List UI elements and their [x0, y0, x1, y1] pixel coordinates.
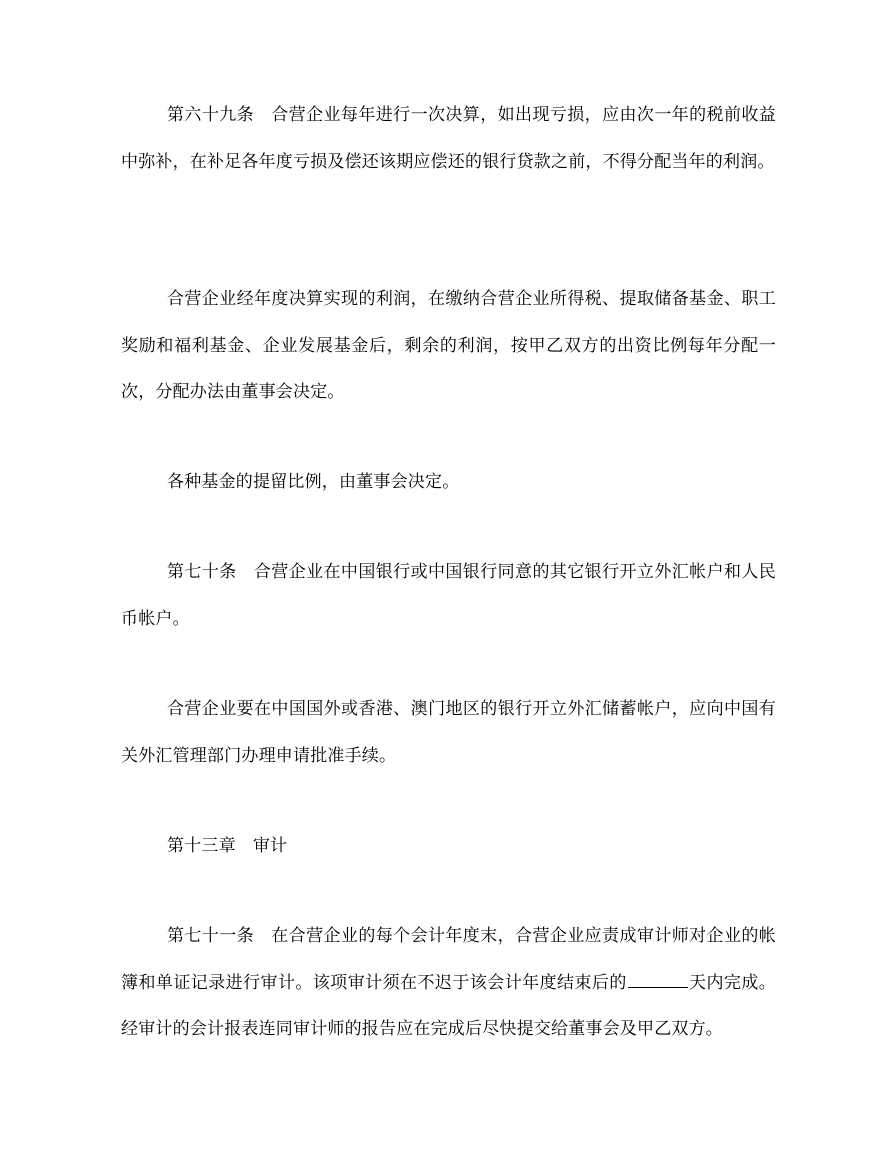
article-71-heading: 第七十一条 [167, 926, 255, 946]
article-70-heading: 第七十条 [167, 562, 237, 582]
article-69-paragraph [121, 92, 776, 185]
article-71-text-after-blank: 天内完成。经审计的会计报表连同审计师的报告应在完成后尽快提交给董事会及甲乙双方。 [121, 972, 777, 1039]
article-71-paragraph [121, 913, 776, 1053]
article-70-text: 合营企业在中国银行或中国银行同意的其它银行开立外汇帐户和人民币帐户。 [121, 562, 776, 629]
chapter-13-title: 审计 [252, 836, 288, 856]
foreign-account-paragraph: 合营企业要在中国国外或香港、澳门地区的银行开立外汇储蓄帐户，应向中国有关外汇管理部门办理申请批准手续。 [121, 699, 776, 766]
article-70-paragraph [121, 549, 776, 642]
article-69-text: 合营企业每年进行一次决算，如出现亏损，应由次一年的税前收益中弥补，在补足各年度亏损及偿还该期应偿还的银行贷款之前，不得分配当年的利润。 [121, 105, 776, 172]
profit-distribution-paragraph: 合营企业经年度决算实现的利润，在缴纳合营企业所得税、提取储备基金、职工奖励和福利基金、企业发展基金后，剩余的利润，按甲乙双方的出资比例每年分配一次，分配办法由董事会决定。 [121, 289, 776, 402]
article-71-text-before-blank: 在合营企业的每个会计年度末，合营企业应责成审计师对企业的帐簿和单证记录进行审计。该项审计须在不迟于该会计年度结束后的 [121, 926, 776, 993]
fill-in-blank-line[interactable] [628, 973, 688, 988]
article-69-heading: 第六十九条 [167, 105, 255, 125]
fund-ratio-paragraph: 各种基金的提留比例，由董事会决定。 [167, 472, 460, 492]
chapter-13-heading [121, 823, 776, 870]
chapter-13-number: 第十三章 [167, 836, 236, 856]
